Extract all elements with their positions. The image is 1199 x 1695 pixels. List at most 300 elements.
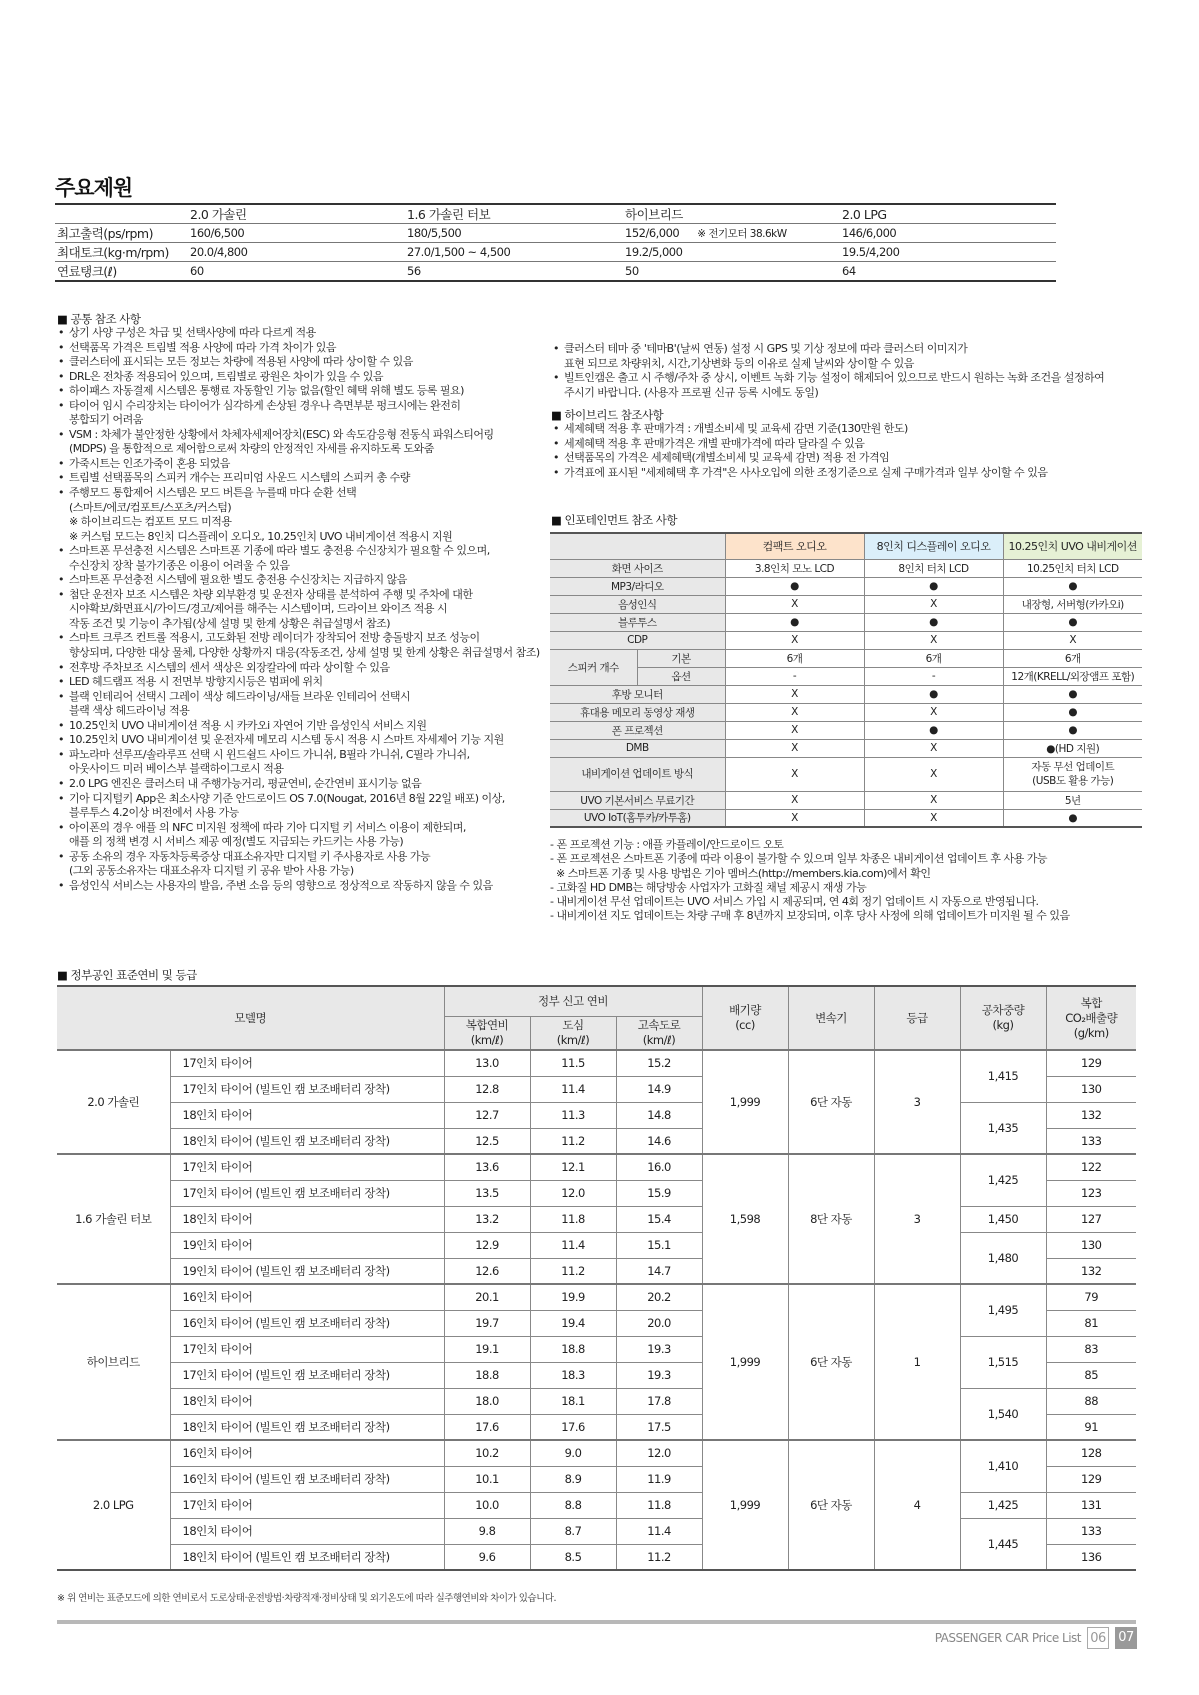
value-city: 11.8 [530,1206,616,1232]
value-weight: 1,415 [960,1050,1046,1102]
spec-value [188,224,405,243]
info-value: ● [1003,613,1142,631]
value-co2: 132 [1046,1102,1136,1128]
info-header-blank [550,533,725,559]
note-line: 블랙 색상 헤드라이닝 적용 [69,704,190,718]
note-line: • 10.25인치 UVO 내비게이션 및 운전자세 메모리 시스템 동시 적용 시 스마트 자세제어 기능 지원 [69,733,504,747]
page-number: 07 [1115,1627,1137,1649]
value-co2: 130 [1046,1232,1136,1258]
spec-header-cell: 1.6 가솔린 터보 [405,204,623,224]
value-weight: 1,450 [960,1206,1046,1232]
note-item [57,326,540,341]
model-name: 18인치 타이어 (빌트인 캠 보조배터리 장착) [170,1544,444,1570]
value-highway: 19.3 [616,1362,702,1388]
info-value: X [725,595,864,613]
value-co2: 122 [1046,1154,1136,1180]
note-line: • 세제혜택 적용 후 판매가격 : 개별소비세 및 교육세 감면 기준(130만원 한도) [564,422,908,435]
note-line: • 가격표에 표시된 "세제혜택 후 가격"은 사사오입에 의한 조정기준으로 실제 구매가격과 일부 상이할 수 있음 [564,465,1048,479]
fuel-row [57,1284,1136,1310]
info-row-label: UVO IoT(홈투카/카투홈) [550,809,725,827]
value-highway: 14.7 [616,1258,702,1284]
note-item [57,631,540,660]
info-row-label: 내비게이션 업데이트 방식 [550,757,725,791]
value-transmission: 8단 자동 [788,1154,874,1284]
note-item [57,733,540,748]
fuel-row [57,1232,1136,1258]
value-weight: 1,540 [960,1388,1046,1440]
info-column-header: 10.25인치 UVO 내비게이션 [1003,533,1142,559]
value-highway: 15.1 [616,1232,702,1258]
infotainment-notes [550,838,1070,924]
value-city: 12.1 [530,1154,616,1180]
spec-value-text: 152/6,000 [625,225,680,240]
info-row [550,703,1142,721]
info-note: - 폰 프로젝션은 스마트폰 기종에 따라 이용이 불가할 수 있으며 일부 차종은 내비게이션 업데이트 후 사용 가능 [550,852,1047,866]
note-line: • 주행모드 통합제어 시스템은 모드 버튼을 누를때 마다 순환 선택 [69,486,357,500]
spec-value [840,224,1056,243]
spec-header-row [55,204,1056,224]
spec-row-label: 최고출력(ps/rpm) [55,224,188,243]
main-spec-table [55,203,1056,282]
info-value: ● [1003,685,1142,703]
value-transmission: 6단 자동 [788,1050,874,1154]
note-item [552,371,1104,400]
info-row [550,559,1142,577]
note-line: • 기아 디지털키 App은 최소사양 기준 안드로이드 OS 7.0(Nougat, 2016년 8월 22일 배포) 이상, [69,791,505,805]
fuel-header-row [57,986,1136,1016]
infotainment-heading: ■ 인포테인먼트 참조 사항 [551,512,677,528]
note-line: • 파노라마 선루프/솔라루프 선택 시 윈드쉴드 사이드 가니쉬, B필라 가니쉬, C필라 가니쉬, [69,747,470,761]
note-line: • 상기 사양 구성은 차급 및 선택사양에 따라 다르게 적용 [69,326,316,339]
header-weight: 공차중량 (kg) [960,986,1046,1050]
info-value: 5년 [1003,791,1142,809]
model-name: 19인치 타이어 [170,1232,444,1258]
note-line: • VSM : 차체가 불안정한 상황에서 차체자세제어장치(ESC) 와 속도감응형 전동식 파워스티어링 [69,427,494,441]
info-row-label: 블루투스 [550,613,725,631]
info-value: X [864,739,1003,757]
note-line: • 스마트폰 무선충전 시스템에 필요한 별도 충전용 수신장치는 지급하지 않음 [69,573,407,587]
model-name: 17인치 타이어 (빌트인 캠 보조배터리 장착) [170,1180,444,1206]
hybrid-notes-heading: ■ 하이브리드 참조사항 [551,407,663,423]
info-row [550,791,1142,809]
info-value: 6개 [864,649,1003,667]
note-item [57,370,540,385]
info-column-header: 8인치 디스플레이 오디오 [864,533,1003,559]
info-value: ● [725,577,864,595]
note-line: • 빌트인캠은 출고 시 주행/주차 중 상시, 이벤트 녹화 기능 설정이 해제되어 있으므로 반드시 원하는 녹화 조건을 설정하여 [564,371,1105,385]
info-group-label: 스피커 개수 [550,649,637,685]
note-line: • 선택품목의 가격은 세제혜택(개별소비세 및 교육세 감면) 적용 전 가격임 [564,451,890,465]
note-item [57,588,540,632]
info-value: ● [864,721,1003,739]
note-item [57,573,540,588]
model-name: 18인치 타이어 [170,1388,444,1414]
value-grade: 3 [874,1154,960,1284]
value-city: 12.0 [530,1180,616,1206]
info-value: X [864,703,1003,721]
note-line: • 스마트 크루즈 컨트롤 적용시, 고도화된 전방 레이더가 장착되어 전방 충돌방지 보조 성능이 [69,631,480,645]
value-displacement: 1,999 [702,1050,788,1154]
common-notes-list [57,326,540,893]
value-co2: 127 [1046,1206,1136,1232]
info-value: ● [864,577,1003,595]
common-notes-heading: ■ 공통 참조 사항 [57,311,141,327]
note-item [57,777,540,792]
info-value: X [725,631,864,649]
value-grade: 1 [874,1284,960,1440]
model-group: 1.6 가솔린 터보 [57,1154,170,1284]
spec-header-cell: 하이브리드 [623,204,840,224]
value-combined: 9.6 [444,1544,530,1570]
note-line: 아웃사이드 미러 베이스부 블랙하이그로시 적용 [69,762,284,776]
info-row [550,649,1142,667]
header-city: 도심 (km/ℓ) [530,1016,616,1050]
info-value: X [864,791,1003,809]
info-header-row [550,533,1142,559]
value-transmission: 6단 자동 [788,1440,874,1570]
value-highway: 16.0 [616,1154,702,1180]
note-item [552,437,1048,452]
value-city: 11.4 [530,1076,616,1102]
value-grade: 3 [874,1050,960,1154]
model-name: 18인치 타이어 [170,1206,444,1232]
value-weight: 1,435 [960,1102,1046,1154]
value-highway: 11.4 [616,1518,702,1544]
info-value: 내장형, 서버형(카카오i) [1003,595,1142,613]
value-weight: 1,425 [960,1492,1046,1518]
spec-value [405,224,623,243]
note-item [57,399,540,428]
spec-header-cell: 2.0 가솔린 [188,204,405,224]
spec-value [188,243,405,262]
model-name: 17인치 타이어 [170,1154,444,1180]
value-co2: 128 [1046,1440,1136,1466]
note-item [57,471,540,486]
info-note: - 내비게이션 무선 업데이트는 UVO 서비스 가입 시 제공되며, 연 4회 정기 업데이트 시 자동으로 반영됩니다. [550,895,1039,909]
infotainment-table [550,532,1142,828]
info-row-label: 후방 모니터 [550,685,725,703]
header-highway: 고속도로 (km/ℓ) [616,1016,702,1050]
note-line: • 가죽시트는 인조가죽이 혼용 되었음 [69,456,230,470]
value-co2: 81 [1046,1310,1136,1336]
spec-value [623,243,840,262]
info-value: 12개(KRELL/외장앰프 포함) [1003,667,1142,685]
value-combined: 13.0 [444,1050,530,1076]
header-model: 모델명 [57,986,444,1050]
value-city: 11.2 [530,1258,616,1284]
fuel-row [57,1336,1136,1362]
value-co2: 83 [1046,1336,1136,1362]
header-grade: 등급 [874,986,960,1050]
info-value: X [725,757,864,791]
value-highway: 15.4 [616,1206,702,1232]
note-item [57,428,540,457]
spec-header-cell: 2.0 LPG [840,204,1056,224]
info-value: ●(HD 지원) [1003,739,1142,757]
value-highway: 17.5 [616,1414,702,1440]
value-displacement: 1,999 [702,1440,788,1570]
value-co2: 133 [1046,1128,1136,1154]
note-line: 향상되며, 다양한 대상 물체, 다양한 상황까지 대응(작동조건, 상세 설명 및 한계 상황은 취급설명서 참조) [69,646,540,660]
info-value: X [725,685,864,703]
spec-note: ※ 전기모터 38.6kW [697,227,787,240]
info-row-label: CDP [550,631,725,649]
spec-value-text: 20.0/4,800 [190,245,248,259]
note-line: 주시기 바랍니다. (사용자 프로필 신규 등록 시에도 동일) [564,385,819,399]
info-column-header: 컴팩트 오디오 [725,533,864,559]
info-row-label: 화면 사이즈 [550,559,725,577]
model-name: 17인치 타이어 [170,1050,444,1076]
info-value: X [864,631,1003,649]
value-highway: 15.9 [616,1180,702,1206]
note-line: ※ 하이브리드는 컴포트 모드 미적용 [69,515,232,529]
value-combined: 19.7 [444,1310,530,1336]
note-line: • 클러스터에 표시되는 모든 정보는 차량에 적용된 사양에 따라 상이할 수 있음 [69,355,413,369]
fuel-row [57,1388,1136,1414]
note-line: 표현 되므로 차량위치, 시간,기상변화 등의 이유로 실제 날씨와 상이할 수 있음 [564,356,914,370]
header-efficiency: 정부 신고 연비 [444,986,702,1016]
note-line: • 아이폰의 경우 애플 의 NFC 미지원 정책에 따라 기아 디지털 키 서비스 이용이 제한되며, [69,820,466,834]
note-line: 수신장치 장착 불가기종은 이용이 어려울 수 있음 [69,558,290,572]
fuel-row [57,1492,1136,1518]
value-highway: 17.8 [616,1388,702,1414]
note-item [57,821,540,850]
note-item [57,690,540,719]
page-title: 주요제원 [55,176,133,200]
info-row [550,631,1142,649]
note-item [57,661,540,676]
info-note: ※ 스마트폰 기종 및 사용 방법은 기아 멤버스(http://members.kia.com)에서 확인 [550,866,931,880]
note-line: • 하이패스 자동결제 시스템은 통행료 자동할인 기능 없음(할인 혜택 위해 별도 등록 필요) [69,384,464,398]
note-line: • 공동 소유의 경우 자동차등록증상 대표소유자만 디지털 키 주사용자로 사용 가능 [69,849,431,863]
model-name: 18인치 타이어 (빌트인 캠 보조배터리 장착) [170,1414,444,1440]
note-item [57,850,540,879]
note-line: • 음성인식 서비스는 사용자의 발음, 주변 소음 등의 영향으로 정상적으로 작동하지 않을 수 있음 [69,878,493,892]
info-value: - [725,667,864,685]
value-highway: 11.2 [616,1544,702,1570]
value-combined: 13.2 [444,1206,530,1232]
value-co2: 85 [1046,1362,1136,1388]
spec-value-text: 56 [407,264,421,278]
value-weight: 1,445 [960,1518,1046,1570]
model-name: 17인치 타이어 (빌트인 캠 보조배터리 장착) [170,1076,444,1102]
info-row-label: DMB [550,739,725,757]
note-line: 블루투스 4.2이상 버전에서 사용 가능 [69,806,239,820]
note-line: • 10.25인치 UVO 내비게이션 적용 시 카카오i 자연어 기반 음성인식 서비스 지원 [69,718,427,732]
note-line: • 트림별 선택품목의 스피커 개수는 프리미엄 사운드 시스템의 스피커 총 수량 [69,471,410,485]
value-city: 11.4 [530,1232,616,1258]
model-group: 2.0 가솔린 [57,1050,170,1154]
value-combined: 12.5 [444,1128,530,1154]
fuel-row [57,1154,1136,1180]
value-city: 19.9 [530,1284,616,1310]
info-value: X [864,595,1003,613]
value-highway: 20.0 [616,1310,702,1336]
info-value: X [725,809,864,827]
spec-value-text: 146/6,000 [842,226,897,240]
value-combined: 10.2 [444,1440,530,1466]
note-item [57,719,540,734]
header-displacement: 배기량 (cc) [702,986,788,1050]
info-value: ● [1003,577,1142,595]
fuel-row [57,1206,1136,1232]
info-sub-label: 옵션 [637,667,725,685]
model-name: 16인치 타이어 (빌트인 캠 보조배터리 장착) [170,1466,444,1492]
note-item [57,486,540,544]
info-row-label: 음성인식 [550,595,725,613]
note-line: (그외 공동소유자는 대표소유자 디지털 키 공유 받아 사용 가능) [69,864,354,878]
spec-value-text: 180/5,500 [407,226,462,240]
note-item [57,457,540,472]
model-name: 18인치 타이어 [170,1102,444,1128]
fuel-row [57,1518,1136,1544]
info-row-label: 폰 프로젝션 [550,721,725,739]
info-note: - 폰 프로젝션 기능 : 애플 카플레이/안드로이드 오토 [550,838,784,851]
info-value: ● [1003,809,1142,827]
note-line: (MDPS) 을 통합적으로 제어함으로써 차량의 안정적인 자세를 유지하도록 도와줌 [69,442,434,456]
spec-value [405,262,623,282]
value-combined: 9.8 [444,1518,530,1544]
value-displacement: 1,598 [702,1154,788,1284]
value-city: 17.6 [530,1414,616,1440]
spec-value-text: 64 [842,264,856,278]
value-combined: 19.1 [444,1336,530,1362]
value-city: 9.0 [530,1440,616,1466]
spec-row [55,262,1056,282]
value-combined: 13.5 [444,1180,530,1206]
spec-value-text: 27.0/1,500 ~ 4,500 [407,245,511,259]
value-co2: 131 [1046,1492,1136,1518]
value-combined: 18.0 [444,1388,530,1414]
info-row [550,757,1142,791]
info-value: 10.25인치 터치 LCD [1003,559,1142,577]
spec-row [55,224,1056,243]
model-name: 17인치 타이어 (빌트인 캠 보조배터리 장착) [170,1362,444,1388]
info-value: 6개 [1003,649,1142,667]
model-group: 하이브리드 [57,1284,170,1440]
value-combined: 20.1 [444,1284,530,1310]
info-value: X [725,791,864,809]
note-line: ※ 커스텀 모드는 8인치 디스플레이 오디오, 10.25인치 UVO 내비게이션 적용시 지원 [69,529,453,543]
value-combined: 10.1 [444,1466,530,1492]
note-item [57,384,540,399]
note-item [57,879,540,894]
value-combined: 18.8 [444,1362,530,1388]
info-row [550,577,1142,595]
info-value: 3.8인치 모노 LCD [725,559,864,577]
value-city: 8.9 [530,1466,616,1492]
info-row [550,595,1142,613]
info-value: 6개 [725,649,864,667]
model-name: 19인치 타이어 (빌트인 캠 보조배터리 장착) [170,1258,444,1284]
fuel-efficiency-heading: ■ 정부공인 표준연비 및 등급 [57,967,197,983]
spec-row-label: 최대토크(kg·m/rpm) [55,243,188,262]
value-weight: 1,495 [960,1284,1046,1336]
value-city: 18.8 [530,1336,616,1362]
note-item [57,792,540,821]
note-item [57,675,540,690]
info-row-label: UVO 기본서비스 무료기간 [550,791,725,809]
model-name: 17인치 타이어 [170,1492,444,1518]
note-item [552,466,1048,481]
value-highway: 11.9 [616,1466,702,1492]
info-row [550,667,1142,685]
note-item [552,422,1048,437]
value-city: 8.8 [530,1492,616,1518]
spec-value [623,262,840,282]
info-value: 8인치 터치 LCD [864,559,1003,577]
note-line: • 타이어 임시 수리장치는 타이어가 심각하게 손상된 경우나 측면부분 펑크시에는 완전히 [69,398,461,412]
model-name: 17인치 타이어 [170,1336,444,1362]
info-row-label: 휴대용 메모리 동영상 재생 [550,703,725,721]
value-weight: 1,425 [960,1154,1046,1206]
info-row [550,809,1142,827]
note-line: 시야확보/화면표시/가이드/경고/제어를 해주는 시스템이며, 드라이브 와이즈 적용 시 [69,602,448,616]
value-transmission: 6단 자동 [788,1284,874,1440]
note-line: • 선택품목 가격은 트림별 적용 사양에 따라 가격 차이가 있음 [69,340,336,354]
value-highway: 20.2 [616,1284,702,1310]
value-co2: 88 [1046,1388,1136,1414]
note-line: 애플 의 정책 변경 시 서비스 제공 예정(별도 지급되는 카드키는 사용 가능) [69,835,404,849]
spec-value-text: 60 [190,264,204,278]
value-weight: 1,410 [960,1440,1046,1492]
value-displacement: 1,999 [702,1284,788,1440]
info-value: ● [1003,703,1142,721]
info-value: ● [1003,721,1142,739]
spec-value [188,262,405,282]
note-line: (스마트/에코/컴포트/스포츠/커스텀) [69,500,232,514]
value-highway: 15.2 [616,1050,702,1076]
value-combined: 13.6 [444,1154,530,1180]
info-note: - 고화질 HD DMB는 해당방송 사업자가 고화질 채널 제공시 재생 가능 [550,880,867,894]
value-co2: 129 [1046,1050,1136,1076]
model-name: 16인치 타이어 (빌트인 캠 보조배터리 장착) [170,1310,444,1336]
model-name: 18인치 타이어 (빌트인 캠 보조배터리 장착) [170,1128,444,1154]
info-row-label: MP3/라디오 [550,577,725,595]
spec-value-text: 160/6,500 [190,226,245,240]
value-combined: 10.0 [444,1492,530,1518]
value-co2: 132 [1046,1258,1136,1284]
value-grade: 4 [874,1440,960,1570]
note-line: • 세제혜택 적용 후 판매가격은 개별 판매가격에 따라 달라질 수 있음 [564,436,865,450]
spec-value [840,243,1056,262]
spec-value [405,243,623,262]
info-value: X [864,809,1003,827]
note-line: • DRL은 전차종 적용되어 있으며, 트림별로 광원은 차이가 있을 수 있음 [69,369,383,383]
note-item [57,748,540,777]
header-combined: 복합연비 (km/ℓ) [444,1016,530,1050]
note-line: • 전후방 주차보조 시스템의 센서 색상은 외장칼라에 따라 상이할 수 있음 [69,660,390,674]
info-row [550,739,1142,757]
note-line: • 클러스터 테마 중 '테마B'(날씨 연동) 설정 시 GPS 및 기상 정보에 따라 클러스터 이미지가 [564,342,968,355]
value-highway: 14.9 [616,1076,702,1102]
value-highway: 12.0 [616,1440,702,1466]
spec-value-text: 19.2/5,000 [625,245,683,259]
spec-value-text: 19.5/4,200 [842,245,900,259]
fuel-row [57,1102,1136,1128]
info-value: ● [725,613,864,631]
model-group: 2.0 LPG [57,1440,170,1570]
value-highway: 14.6 [616,1128,702,1154]
value-city: 8.7 [530,1518,616,1544]
info-value: X [725,739,864,757]
model-name: 16인치 타이어 [170,1284,444,1310]
value-combined: 12.6 [444,1258,530,1284]
model-name: 16인치 타이어 [170,1440,444,1466]
value-weight: 1,480 [960,1232,1046,1284]
spec-row-label: 연료탱크(ℓ) [57,264,117,279]
fuel-row [57,1440,1136,1466]
